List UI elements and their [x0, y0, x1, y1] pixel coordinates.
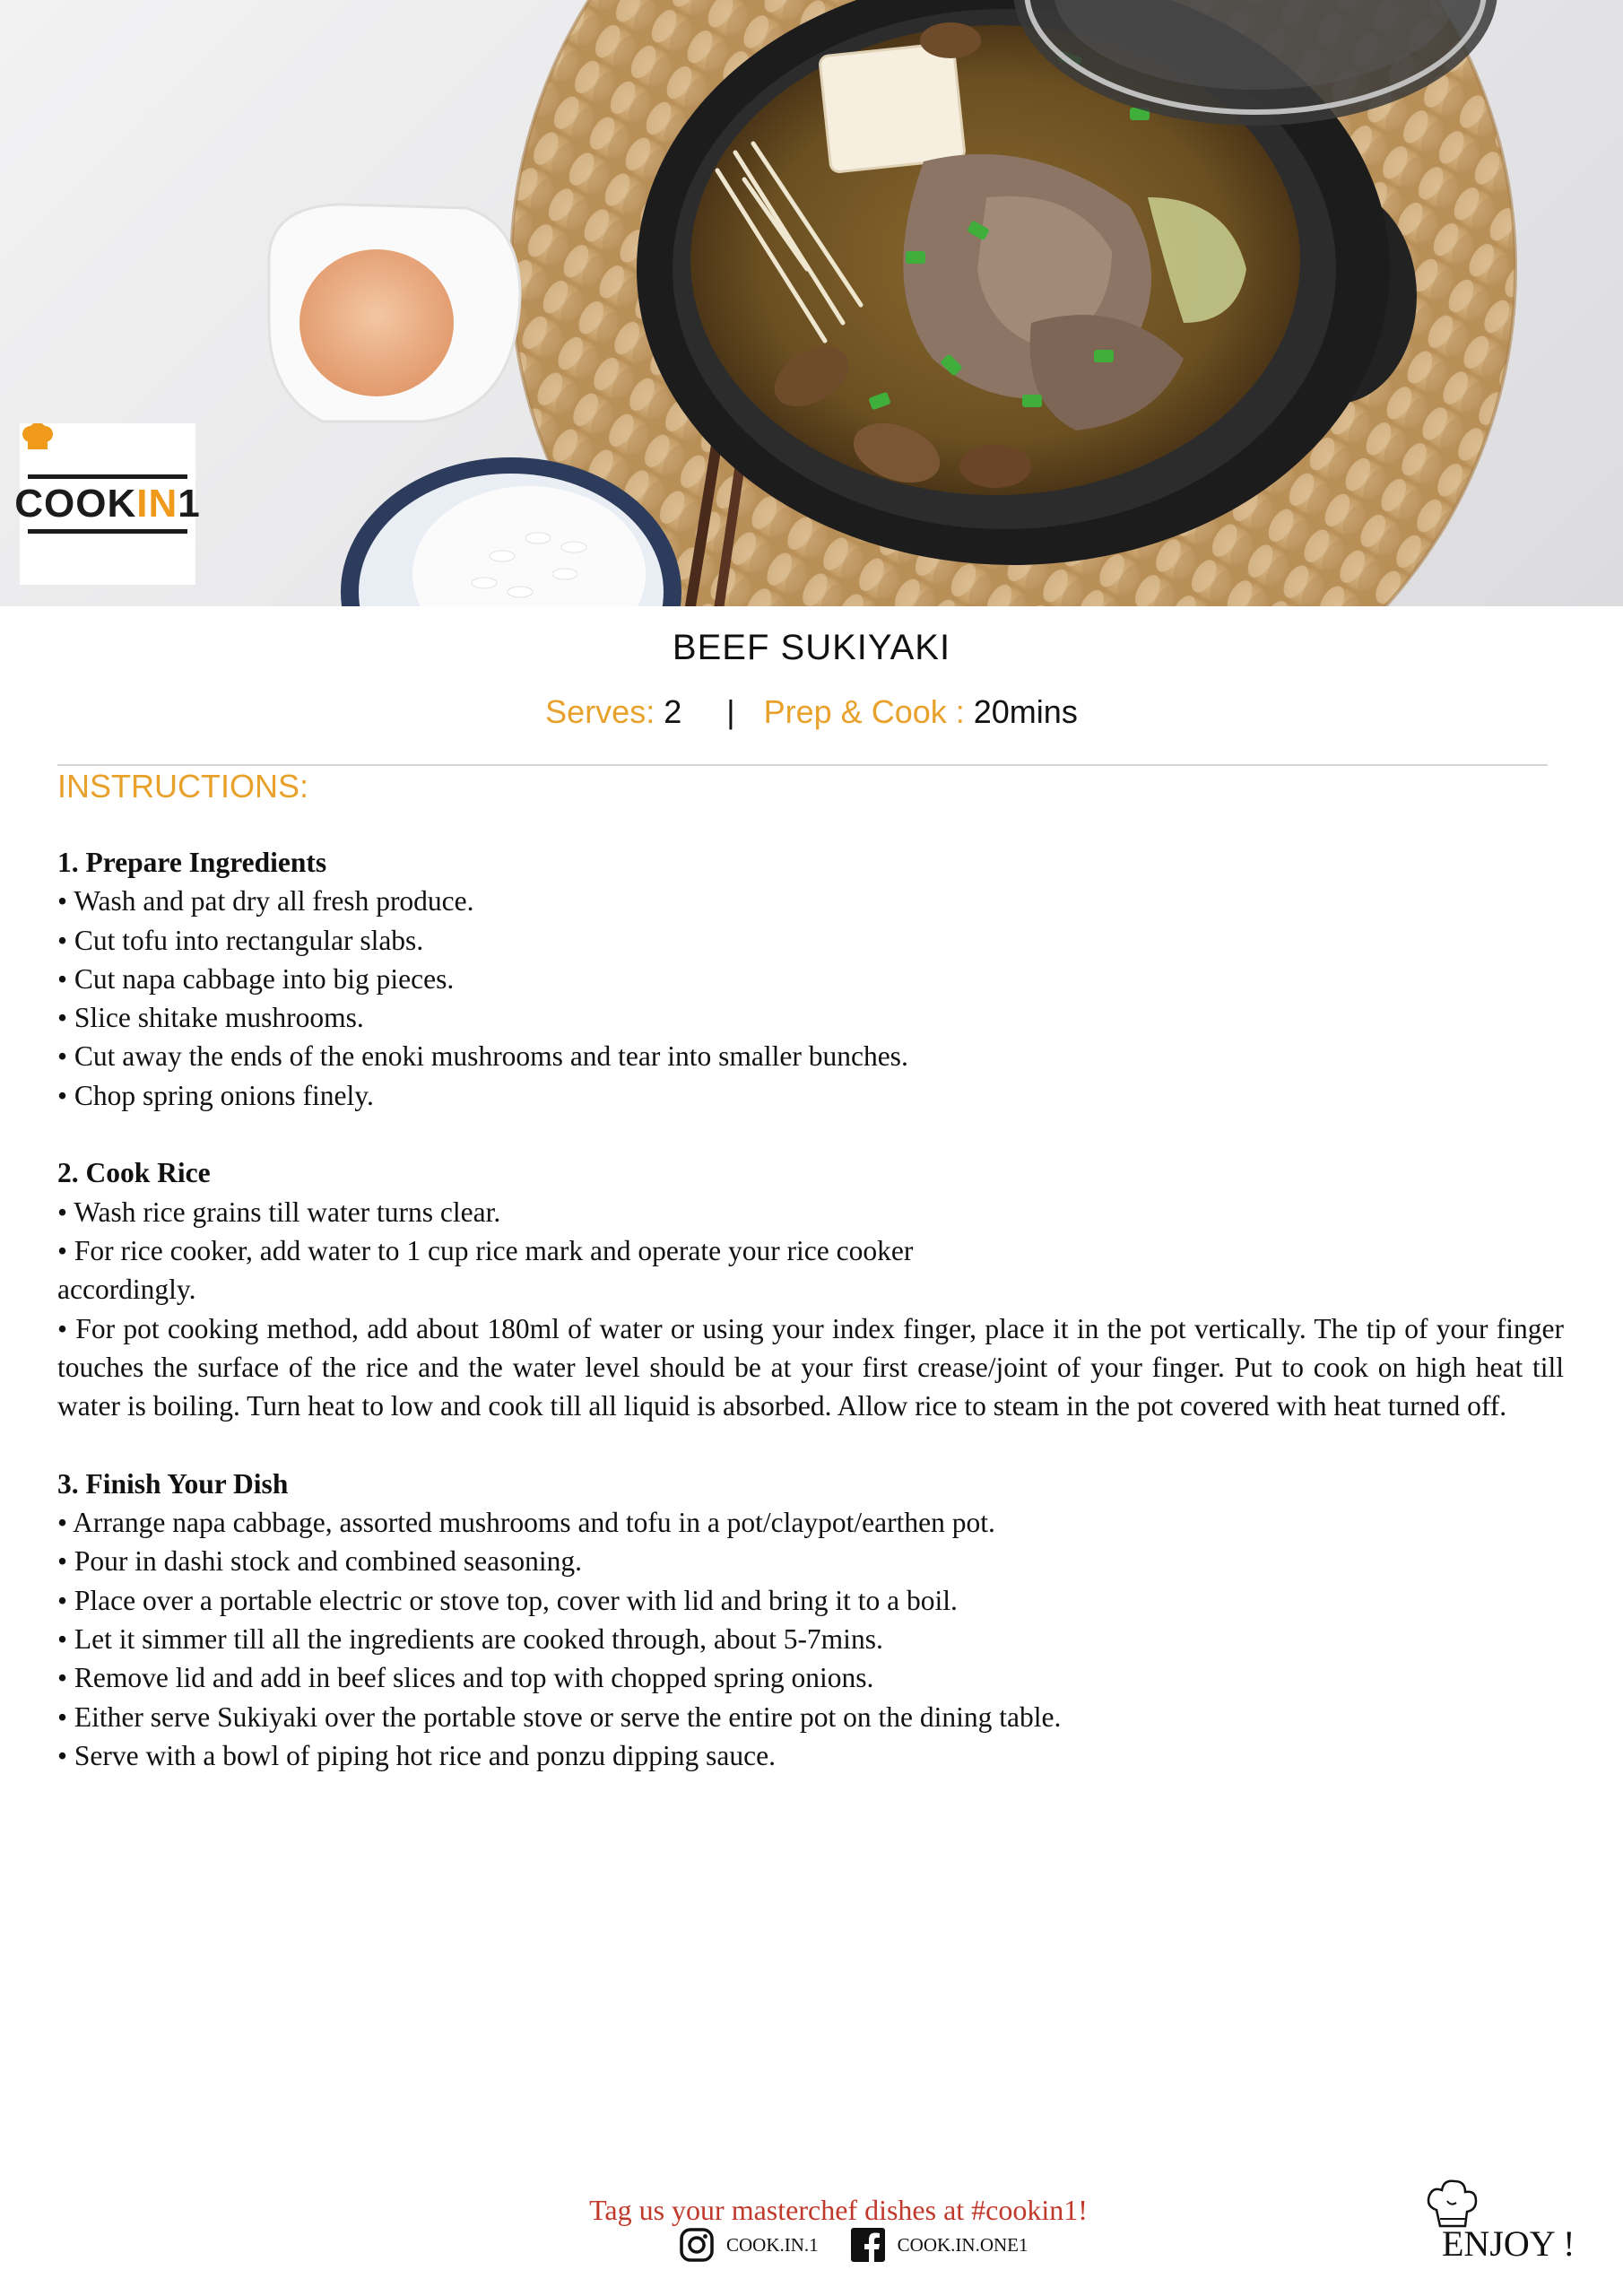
instagram-handle[interactable]: COOK.IN.1: [726, 2233, 819, 2256]
step-title: 3. Finish Your Dish: [57, 1467, 289, 1500]
instructions-body: [57, 843, 1564, 1813]
list-item: • Serve with a bowl of piping hot rice and ponzu dipping sauce.: [57, 1739, 776, 1771]
footer-tagline: Tag us your masterchef dishes at #cookin1!: [589, 2194, 1088, 2226]
step-cook-rice: [57, 1153, 1564, 1425]
chef-hat-logo-icon: [20, 423, 56, 452]
logo-bottom-line: [28, 529, 187, 534]
list-item: • Arrange napa cabbage, assorted mushrooms and tofu in a pot/claypot/earthen pot.: [57, 1507, 995, 1539]
list-item: • Cut napa cabbage into big pieces.: [57, 962, 455, 995]
logo-top-line: [28, 474, 187, 479]
sukiyaki-illustration: [0, 0, 1623, 606]
list-item: • Slice shitake mushrooms.: [57, 1002, 364, 1034]
step-prepare-ingredients: [57, 843, 1564, 1115]
enjoy-text: ENJOY !: [1442, 2223, 1575, 2264]
list-item: accordingly.: [57, 1274, 196, 1306]
time-value: 20mins: [973, 693, 1078, 730]
serves-value: 2: [664, 693, 682, 730]
serves-label: Serves:: [545, 693, 655, 730]
list-item: • Let it simmer till all the ingredients are cooked through, about 5-7mins.: [57, 1622, 883, 1655]
list-item: • Chop spring onions finely.: [57, 1079, 374, 1111]
list-item: • Either serve Sukiyaki over the portable stove or serve the entire pot on the dining table.: [57, 1700, 1062, 1733]
list-item: • Cut away the ends of the enoki mushrooms and tear into smaller bunches.: [57, 1040, 908, 1073]
step-title: 2. Cook Rice: [57, 1157, 211, 1189]
step-finish-dish: [57, 1465, 1564, 1775]
facebook-icon[interactable]: [851, 2228, 885, 2262]
list-item: • Remove lid and add in beef slices and top with chopped spring onions.: [57, 1662, 874, 1694]
list-item: • Wash and pat dry all fresh produce.: [57, 885, 474, 918]
hero-photo: [0, 0, 1623, 606]
list-item: • For rice cooker, add water to 1 cup rice mark and operate your rice cooker: [57, 1234, 914, 1266]
step-title: 1. Prepare Ingredients: [57, 847, 327, 878]
recipe-meta: [0, 693, 1623, 731]
list-item: • Place over a portable electric or stove top, cover with lid and bring it to a boil.: [57, 1584, 958, 1616]
facebook-handle[interactable]: COOK.IN.ONE1: [897, 2233, 1028, 2256]
list-item: • Pour in dashi stock and combined seasoning.: [57, 1545, 582, 1578]
time-label: Prep & Cook :: [763, 693, 965, 730]
instructions-heading: INSTRUCTIONS:: [57, 768, 309, 804]
divider: [57, 764, 1548, 766]
list-item: • Cut tofu into rectangular slabs.: [57, 924, 424, 956]
meta-separator: |: [726, 693, 735, 730]
cookin1-logo: [14, 423, 201, 585]
list-item-paragraph: • For pot cooking method, add about 180ml of water or using your index finger, place it in the pot vertically. The tip of your finger touches the surface of the rice and the water level should be at your first crease/joint of your finger. Put to cook on high heat till water is boiling. Turn heat to low and cook till all liquid is absorbed. Allow rice to steam in the pot covered with heat turned off.: [57, 1312, 1564, 1422]
logo-wordmark: COOKIN1: [14, 482, 201, 526]
instagram-icon[interactable]: [680, 2228, 714, 2262]
social-links: [680, 2228, 1048, 2262]
recipe-title: BEEF SUKIYAKI: [672, 628, 951, 667]
list-item: • Wash rice grains till water turns clear.: [57, 1196, 501, 1228]
